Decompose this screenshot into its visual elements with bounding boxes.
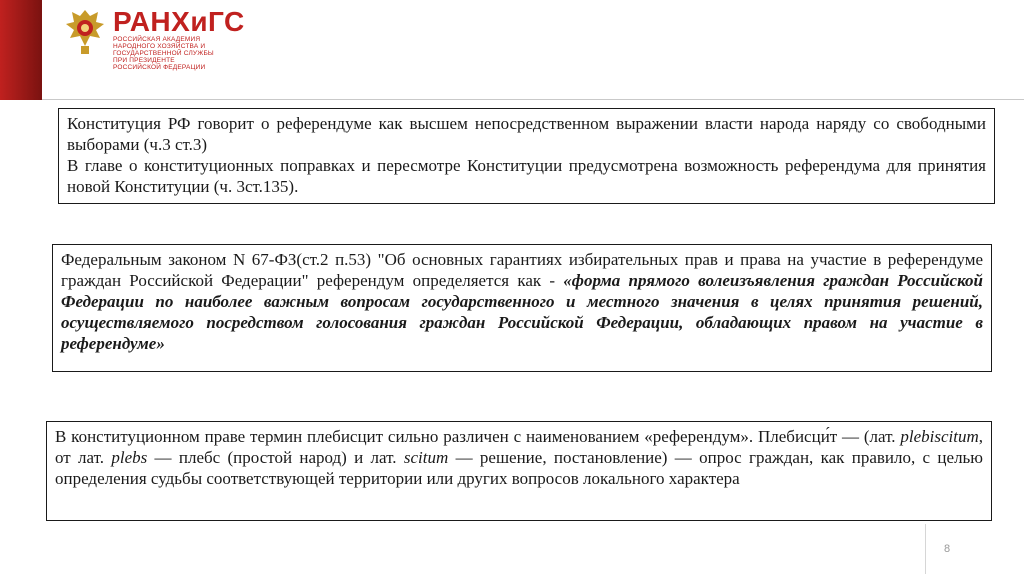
latin-term-plebiscitum: plebiscitum (900, 427, 979, 446)
double-headed-eagle-emblem-icon (62, 6, 108, 58)
latin-term-plebs: plebs (111, 448, 148, 467)
plebiscite-paragraph (55, 426, 983, 489)
plebiscite-text-box (46, 421, 992, 521)
header-divider (42, 99, 1024, 100)
latin-term-scitum: scitum (403, 448, 449, 467)
referendum-definition: «форма прямого волеизъявления граждан Российской Федерации по наиболее важным вопросам государственного и местного значения в целях принятия решений, осуществляемого посредством голосования граждан Российской Федерации, обладающих правом на участие в референдуме» (61, 271, 983, 353)
constitution-paragraph-1: Конституция РФ говорит о референдуме как высшем непосредственном выражении власти народа наряду со свободными выборами (ч.3 ст.3) (67, 114, 986, 154)
plebiscite-text-2: , от лат. (55, 427, 983, 467)
page-number: 8 (944, 543, 951, 555)
plebiscite-text-1: В конституционном праве термин плебисцит сильно различен с наименованием «референдум». Плебисци́т — (лат. (55, 427, 901, 446)
constitution-paragraph-2: В главе о конституционных поправках и пересмотре Конституции предусмотрена возможность референдума для принятия новой Конституции (ч. 3ст.135). (67, 156, 986, 196)
footer-divider (925, 524, 926, 574)
constitution-text-box (58, 108, 995, 204)
logo (113, 8, 245, 71)
left-accent-bar (0, 0, 42, 100)
federal-law-text-box (52, 244, 992, 372)
plebiscite-text-3: — плебс (простой народ) и лат. (147, 448, 404, 467)
federal-law-paragraph (61, 249, 983, 354)
plebiscite-text-4: — решение, постановление) — опрос граждан, как правило, с целью определения судьбы соответствующей территории или других вопросов локального характера (55, 448, 984, 488)
logo-name: РАНХиГС (113, 6, 245, 37)
federal-law-intro: Федеральным законом N 67-ФЗ(ст.2 п.53) "Об основных гарантиях избирательных прав и права на участие в референдуме граждан Российской Федерации" референдум определяется как - (61, 250, 983, 290)
logo-subtitle: РОССИЙСКАЯ АКАДЕМИЯ НАРОДНОГО ХОЗЯЙСТВА И ГОСУДАРСТВЕННОЙ СЛУЖБЫ ПРИ ПРЕЗИДЕНТЕ РОССИЙСКОЙ ФЕДЕРАЦИИ (113, 36, 214, 71)
